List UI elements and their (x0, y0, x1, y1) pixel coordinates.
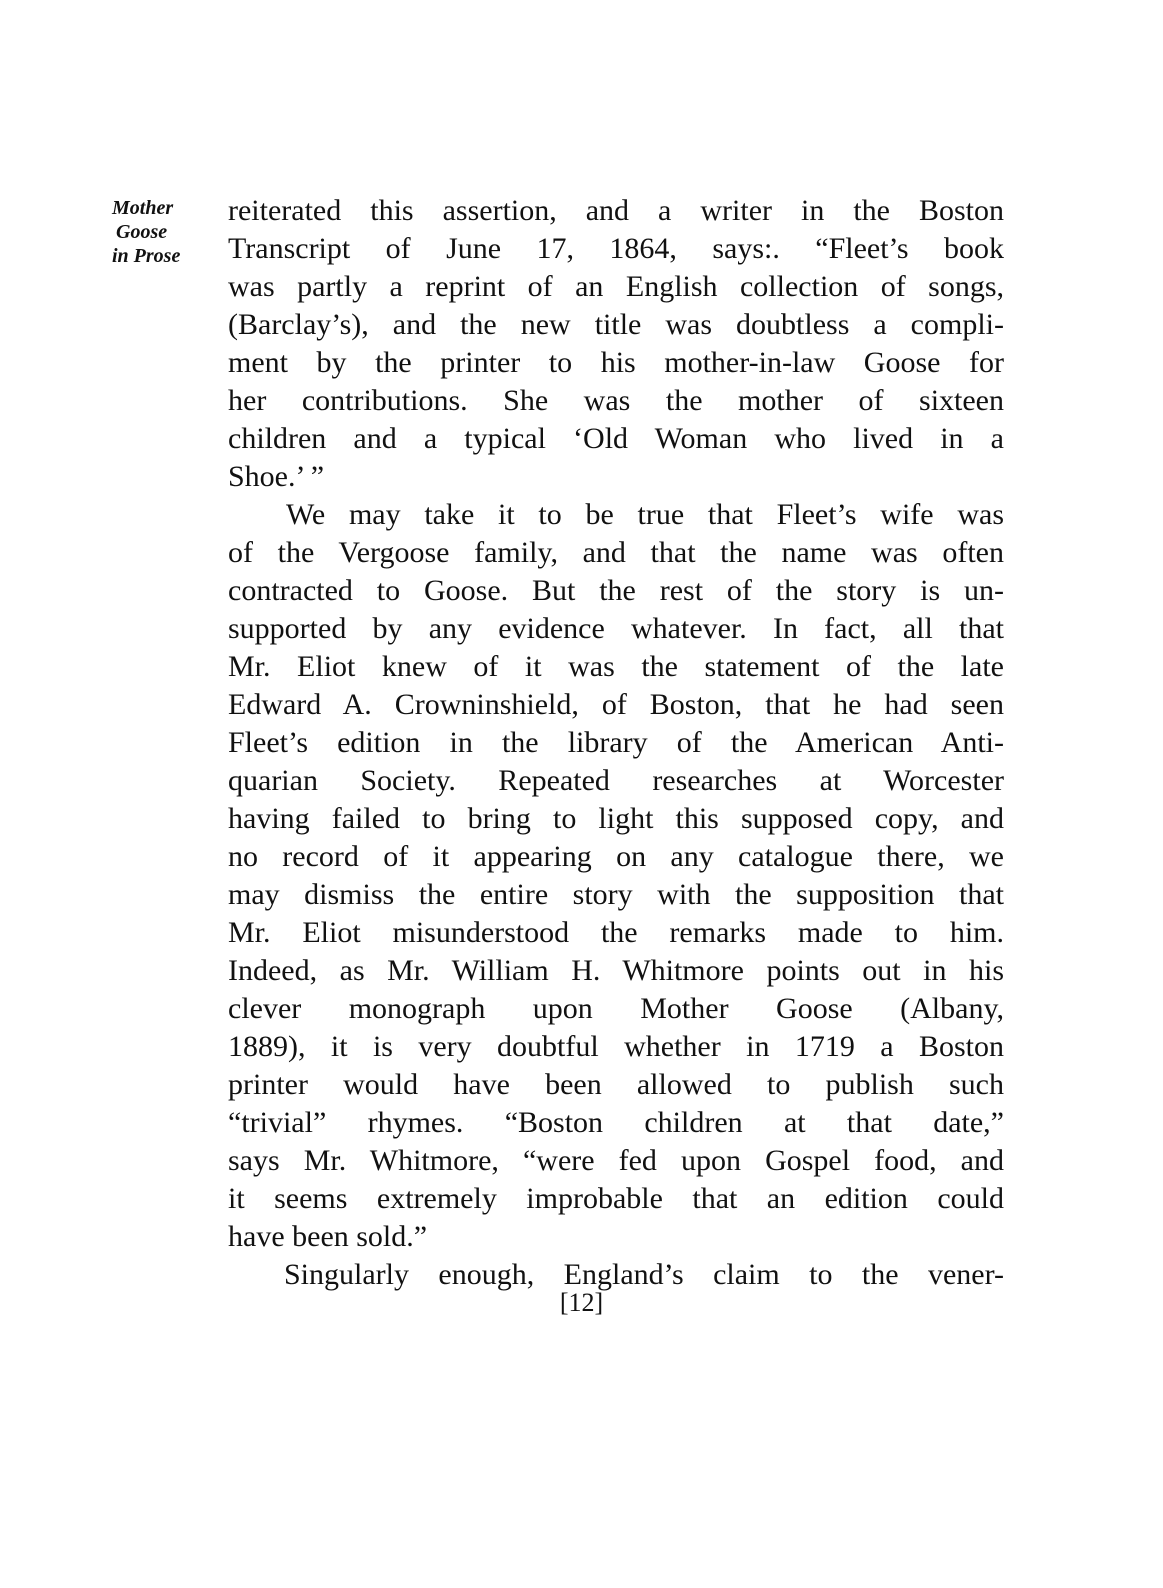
text-line: Transcript of June 17, 1864, says:. “Fleet’s book (228, 232, 1004, 265)
text-line: reiterated this assertion, and a writer in the Boston (228, 194, 1004, 227)
text-line: was partly a reprint of an English collection of songs, (228, 270, 1004, 303)
text-line: may dismiss the entire story with the supposition that (228, 878, 1004, 911)
text-line: have been sold.” (228, 1220, 428, 1253)
text-line: printer would have been allowed to publish such (228, 1068, 1004, 1101)
text-line: Shoe.’ ” (228, 460, 325, 493)
text-line: Fleet’s edition in the library of the American Anti- (228, 726, 1004, 759)
text-line: her contributions. She was the mother of sixteen (228, 384, 1004, 417)
text-line: having failed to bring to light this supposed copy, and (228, 802, 1004, 835)
text-line: Edward A. Crowninshield, of Boston, that he had seen (228, 688, 1004, 721)
text-line: it seems extremely improbable that an edition could (228, 1182, 1004, 1215)
margin-title-line-2: Goose (116, 221, 168, 243)
text-line: (Barclay’s), and the new title was doubtless a compli- (228, 308, 1004, 341)
text-line: “trivial” rhymes. “Boston children at that date,” (228, 1106, 1004, 1139)
text-line: supported by any evidence whatever. In fact, all that (228, 612, 1004, 645)
text-line: 1889), it is very doubtful whether in 1719 a Boston (228, 1030, 1004, 1063)
text-line: ment by the printer to his mother-in-law Goose for (228, 346, 1004, 379)
text-line: Mr. Eliot misunderstood the remarks made to him. (228, 916, 1004, 949)
margin-title-line-1: Mother (112, 197, 174, 219)
body-text (228, 192, 1004, 1294)
text-line: no record of it appearing on any catalogue there, we (228, 840, 1004, 873)
text-line: quarian Society. Repeated researches at Worcester (228, 764, 1004, 797)
text-line: contracted to Goose. But the rest of the story is un- (228, 574, 1004, 607)
text-line: of the Vergoose family, and that the name was often (228, 536, 1004, 569)
text-line: Indeed, as Mr. William H. Whitmore points out in his (228, 954, 1004, 987)
margin-title (112, 196, 212, 268)
text-line: We may take it to be true that Fleet’s wife was (286, 498, 1004, 531)
text-line: Singularly enough, England’s claim to the vener- (284, 1258, 1004, 1291)
text-line: says Mr. Whitmore, “were fed upon Gospel food, and (228, 1144, 1004, 1177)
text-line: children and a typical ‘Old Woman who lived in a (228, 422, 1004, 455)
text-line: clever monograph upon Mother Goose (Albany, (228, 992, 1004, 1025)
text-line: Mr. Eliot knew of it was the statement of the late (228, 650, 1004, 683)
page-number: [12] (559, 1288, 604, 1317)
margin-title-line-3: in Prose (112, 245, 181, 267)
